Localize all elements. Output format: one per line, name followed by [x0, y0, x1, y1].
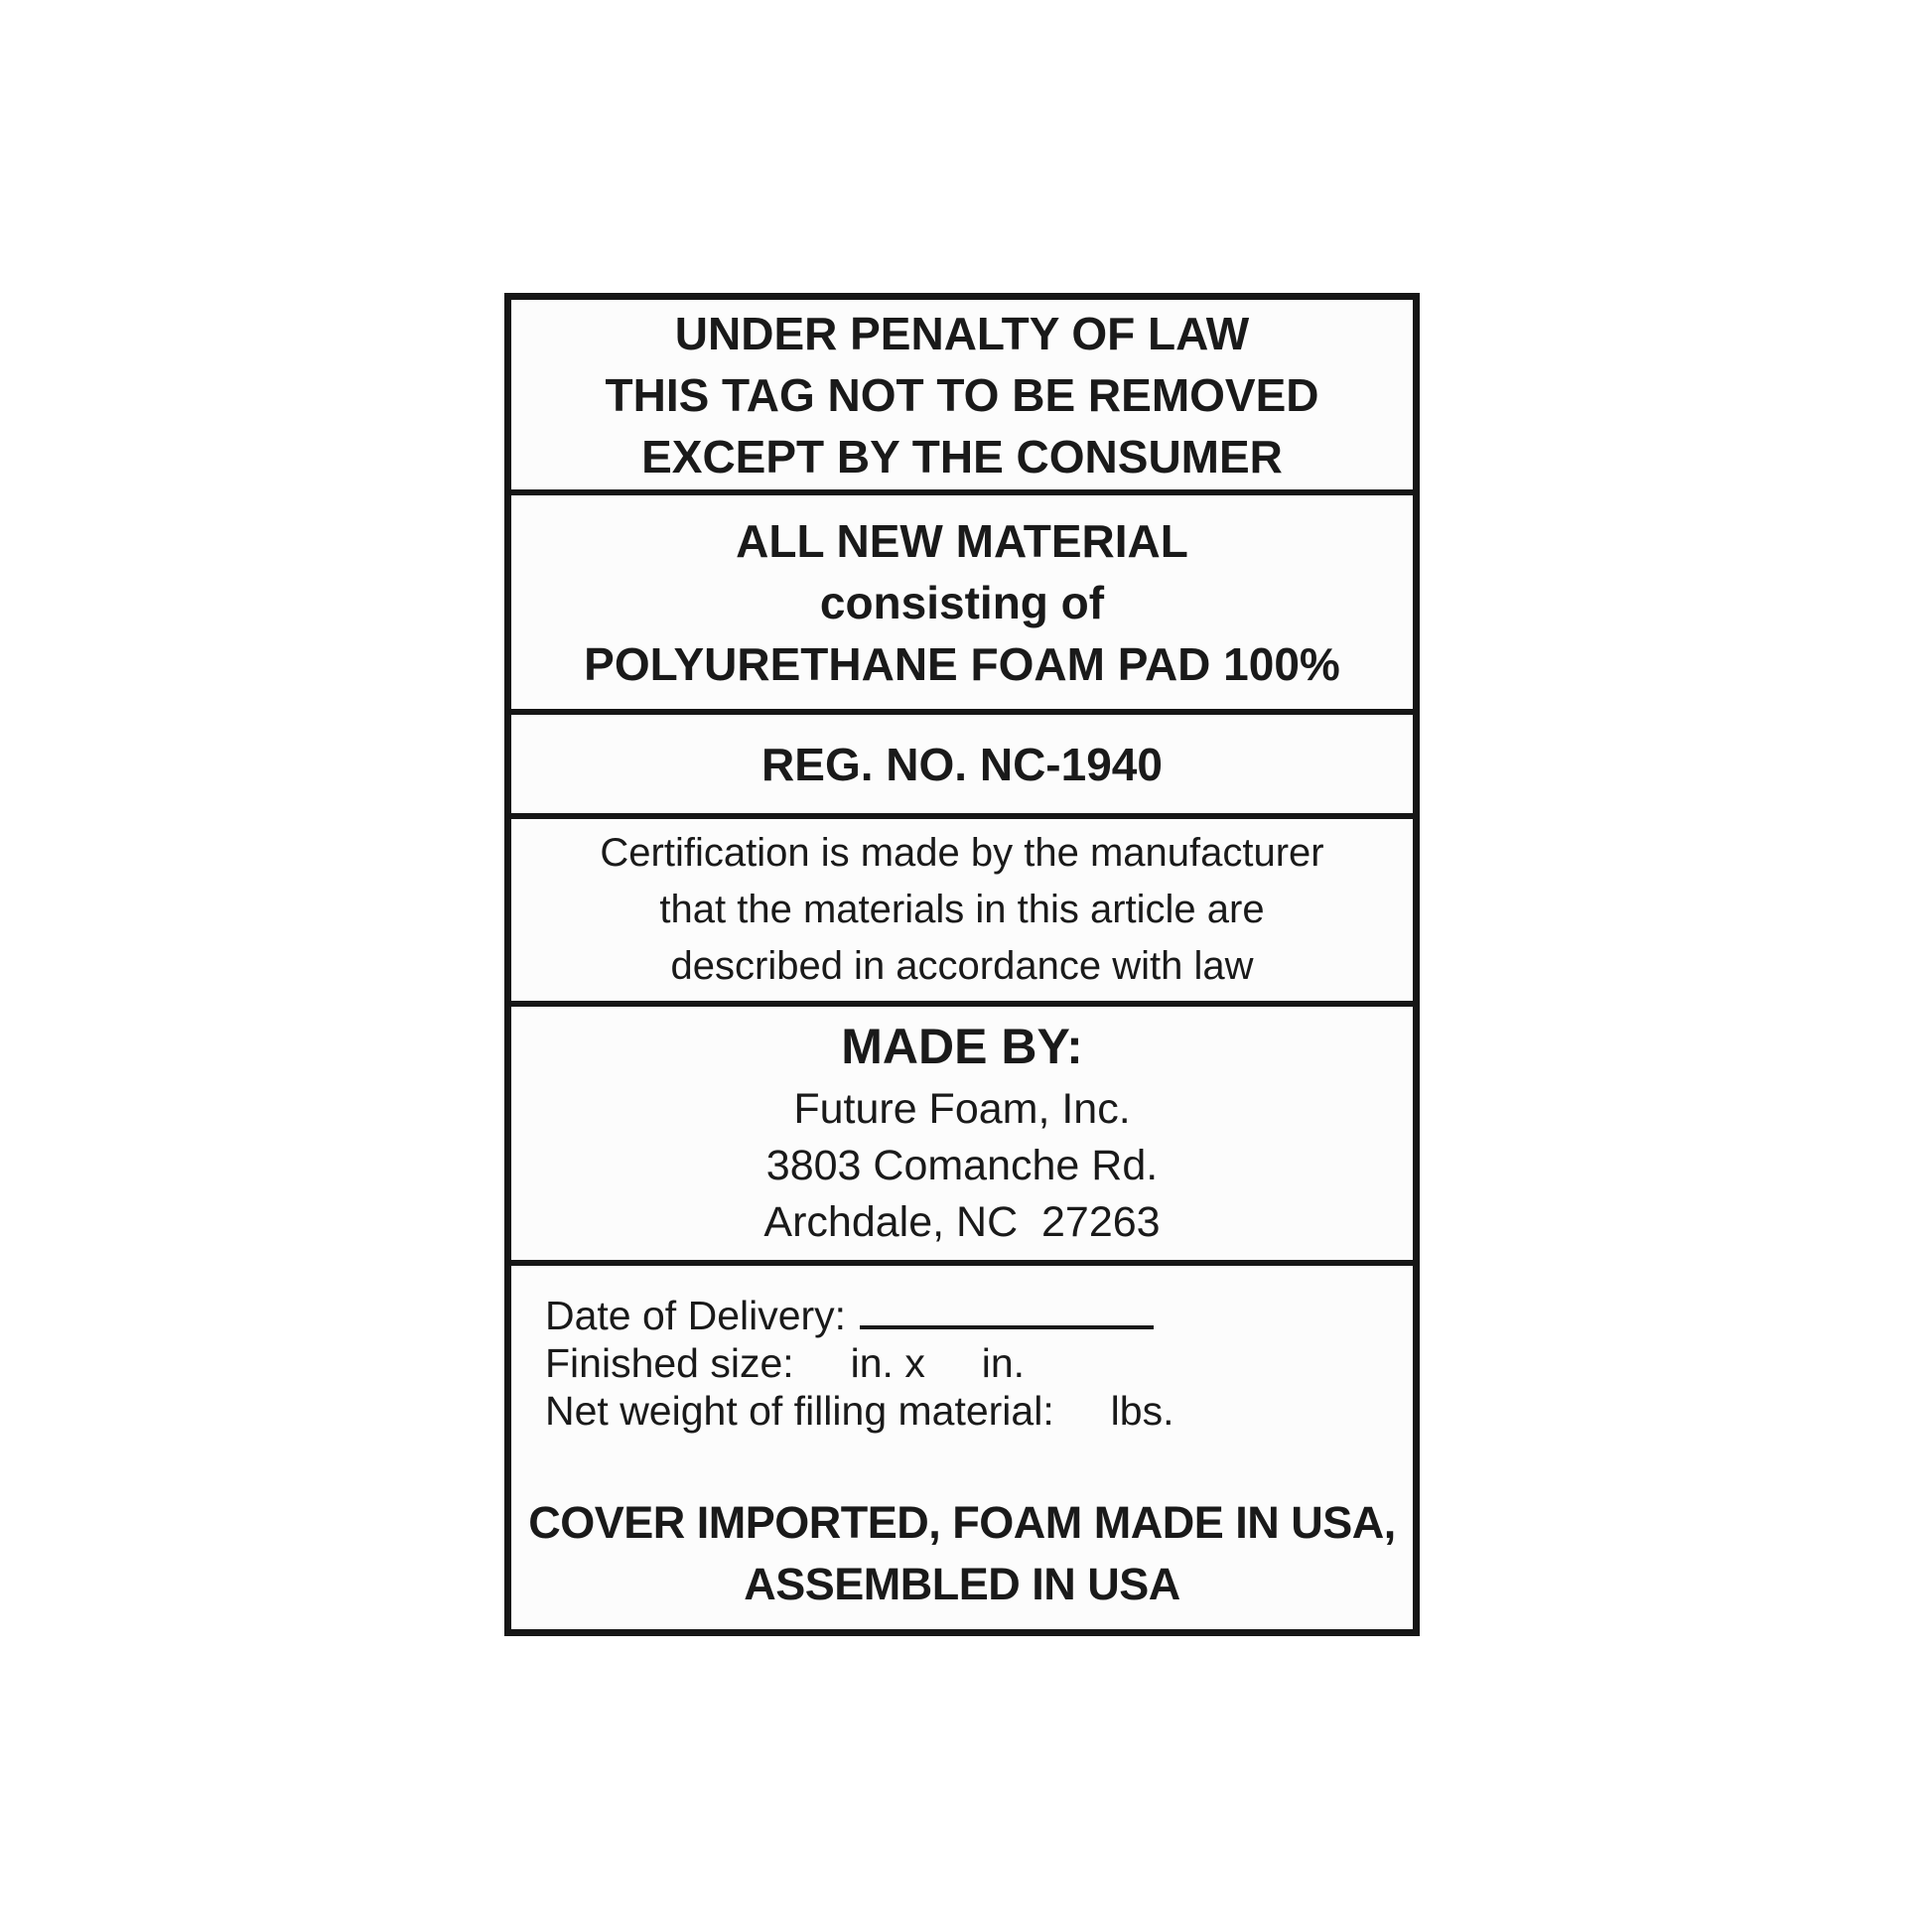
fill-detail-rows	[511, 1266, 1413, 1435]
origin-note	[511, 1492, 1413, 1615]
certification-line-2: that the materials in this article are	[659, 888, 1265, 931]
section-fill-details	[511, 1260, 1413, 1629]
penalty-line-3: EXCEPT BY THE CONSUMER	[641, 430, 1283, 483]
material-line-2: consisting of	[819, 576, 1105, 628]
section-material-declaration	[511, 489, 1413, 709]
made-by-address-street: 3803 Comanche Rd.	[765, 1142, 1159, 1189]
penalty-line-2: THIS TAG NOT TO BE REMOVED	[605, 368, 1319, 421]
net-weight-row: Net weight of filling material: lbs.	[545, 1388, 1174, 1434]
certification-line-3: described in accordance with law	[670, 944, 1254, 988]
certification-line-1: Certification is made by the manufacturer	[600, 831, 1324, 875]
material-line-3: POLYURETHANE FOAM PAD 100%	[584, 637, 1340, 690]
registration-number: REG. NO. NC-1940	[761, 738, 1163, 790]
section-certification	[511, 813, 1413, 1001]
date-of-delivery-row	[545, 1292, 1413, 1339]
penalty-line-1: UNDER PENALTY OF LAW	[674, 307, 1250, 359]
origin-note-line-1: COVER IMPORTED, FOAM MADE IN USA,	[528, 1497, 1396, 1548]
section-penalty-notice	[511, 300, 1413, 489]
made-by-company: Future Foam, Inc.	[793, 1085, 1131, 1133]
date-of-delivery-label: Date of Delivery:	[545, 1293, 847, 1338]
law-tag-label	[504, 293, 1420, 1636]
date-of-delivery-blank	[860, 1315, 1154, 1329]
made-by-address-city: Archdale, NC 27263	[763, 1198, 1161, 1246]
origin-note-line-2: ASSEMBLED IN USA	[744, 1559, 1180, 1609]
material-line-1: ALL NEW MATERIAL	[736, 514, 1188, 567]
finished-size-row: Finished size: in. x in.	[545, 1340, 1026, 1386]
section-registration	[511, 709, 1413, 813]
section-made-by	[511, 1001, 1413, 1260]
made-by-heading: MADE BY:	[841, 1019, 1083, 1074]
